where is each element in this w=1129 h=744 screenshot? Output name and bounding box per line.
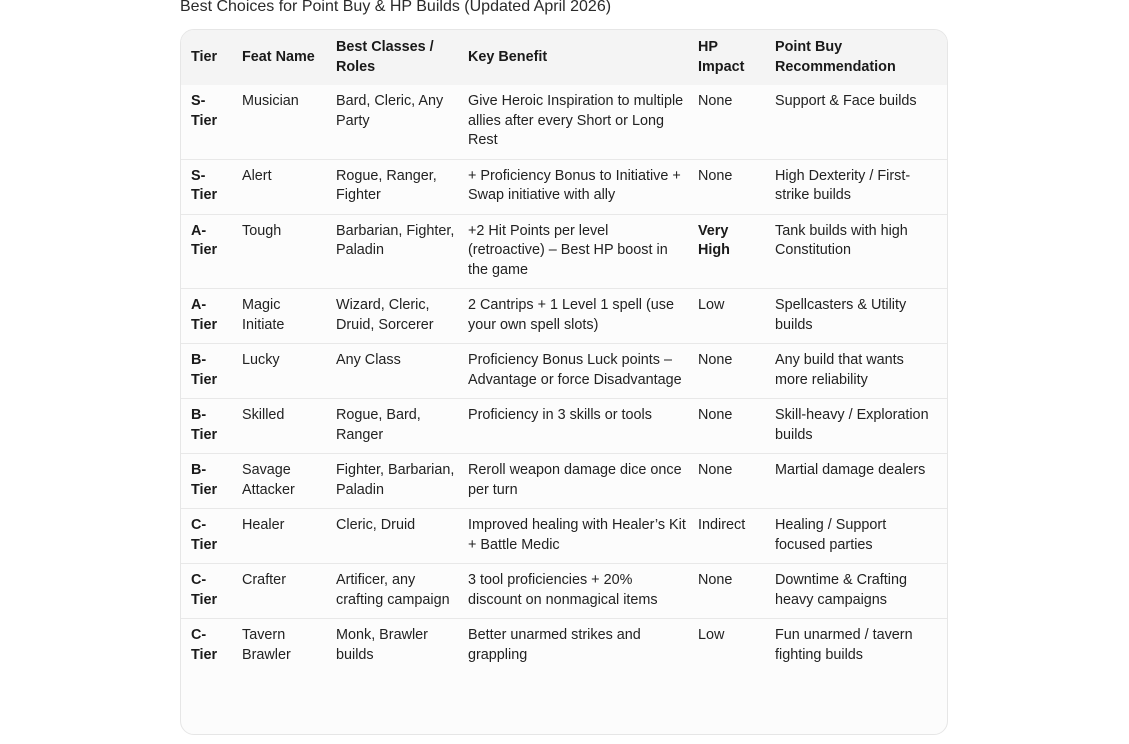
column-header-feat-name: Feat Name [242,48,315,65]
key-benefit-cell: +2 Hit Points per level (retroactive) – Best HP boost in the game [468,214,698,289]
point-buy-recommendation-cell: Healing / Support focused parties [775,509,948,564]
feat-name-cell: Savage Attacker [242,454,336,509]
point-buy-recommendation-cell: Tank builds with high Constitution [775,214,948,289]
column-header-point-buy-recommendation: Point Buy Recommendation [775,39,896,75]
column-header-key-benefit: Key Benefit [468,48,548,65]
tier-cell: S-Tier [181,159,242,214]
best-classes-cell: Rogue, Bard, Ranger [336,399,468,454]
best-classes-cell: Rogue, Ranger, Fighter [336,159,468,214]
point-buy-recommendation-cell: Skill-heavy / Exploration builds [775,399,948,454]
hp-impact-cell: Indirect [698,509,775,564]
key-benefit-cell: Improved healing with Healer’s Kit + Battle Medic [468,509,698,564]
point-buy-recommendation-cell: Any build that wants more reliability [775,344,948,399]
tier-cell: B-Tier [181,399,242,454]
point-buy-recommendation-cell: High Dexterity / First-strike builds [775,159,948,214]
hp-impact-cell: None [698,564,775,619]
point-buy-recommendation-cell: Support & Face builds [775,85,948,159]
feat-name-cell: Tough [242,214,336,289]
table-row [181,85,948,159]
feat-name-cell: Crafter [242,564,336,619]
hp-impact-cell: Very High [698,214,775,289]
table-body [181,85,948,673]
feat-tier-table [181,30,948,673]
feat-name-cell: Skilled [242,399,336,454]
table-heading: Best Choices for Point Buy & HP Builds (Updated April 2026) [180,0,612,15]
table-row [181,344,948,399]
point-buy-recommendation-cell: Spellcasters & Utility builds [775,289,948,344]
key-benefit-cell: + Proficiency Bonus to Initiative + Swap initiative with ally [468,159,698,214]
column-header-hp-impact: HP Impact [698,39,745,75]
key-benefit-cell: Better unarmed strikes and grappling [468,627,641,663]
tier-cell: S-Tier [181,85,242,159]
best-classes-cell: Barbarian, Fighter, Paladin [336,214,468,289]
table-row [181,289,948,344]
tier-cell: A-Tier [181,289,242,344]
key-benefit-cell: 2 Cantrips + 1 Level 1 spell (use your own spell slots) [468,289,698,344]
table-header-row [181,30,948,85]
table-row [181,399,948,454]
feat-name-cell: Alert [242,159,336,214]
table-row [181,564,948,619]
table-row [181,214,948,289]
feat-tier-table-container [180,29,948,735]
best-classes-cell: Cleric, Druid [336,509,468,564]
table-row [181,509,948,564]
feat-name-cell: Healer [242,509,336,564]
best-classes-cell: Bard, Cleric, Any Party [336,85,468,159]
key-benefit-cell: Give Heroic Inspiration to multiple allies after every Short or Long Rest [468,85,698,159]
best-classes-cell: Wizard, Cleric, Druid, Sorcerer [336,289,468,344]
point-buy-recommendation-cell: Downtime & Crafting heavy campaigns [775,564,948,619]
key-benefit-cell: Proficiency in 3 skills or tools [468,399,698,454]
feat-name-cell: Lucky [242,344,336,399]
best-classes-cell: Artificer, any crafting campaign [336,564,468,619]
best-classes-cell: Monk, Brawler builds [336,627,428,663]
tier-cell: C-Tier [181,509,242,564]
hp-impact-cell: None [698,85,775,159]
table-row [181,454,948,509]
best-classes-cell: Any Class [336,344,468,399]
hp-impact-cell: Low [698,289,775,344]
feat-name-cell: Magic Initiate [242,289,336,344]
tier-cell: A-Tier [181,214,242,289]
tier-cell: C-Tier [181,564,242,619]
hp-impact-cell: None [698,399,775,454]
tier-cell: B-Tier [181,454,242,509]
key-benefit-cell: Reroll weapon damage dice once per turn [468,454,698,509]
column-header-tier: Tier [191,48,218,65]
tier-cell: B-Tier [181,344,242,399]
hp-impact-cell: None [698,344,775,399]
hp-impact-cell: None [698,159,775,214]
table-row [181,159,948,214]
key-benefit-cell: Proficiency Bonus Luck points – Advantage or force Disadvantage [468,344,698,399]
hp-impact-cell: None [698,454,775,509]
tier-cell: C-Tier [191,627,218,663]
column-header-best-classes: Best Classes / Roles [336,39,434,75]
feat-name-cell: Tavern Brawler [242,627,291,663]
hp-impact-cell: Low [698,627,725,643]
point-buy-recommendation-cell: Martial damage dealers [775,454,948,509]
best-classes-cell: Fighter, Barbarian, Paladin [336,454,468,509]
feat-name-cell: Musician [242,85,336,159]
key-benefit-cell: 3 tool proficiencies + 20% discount on nonmagical items [468,564,698,619]
point-buy-recommendation-cell: Fun unarmed / tavern fighting builds [775,627,913,663]
table-row [181,619,948,674]
